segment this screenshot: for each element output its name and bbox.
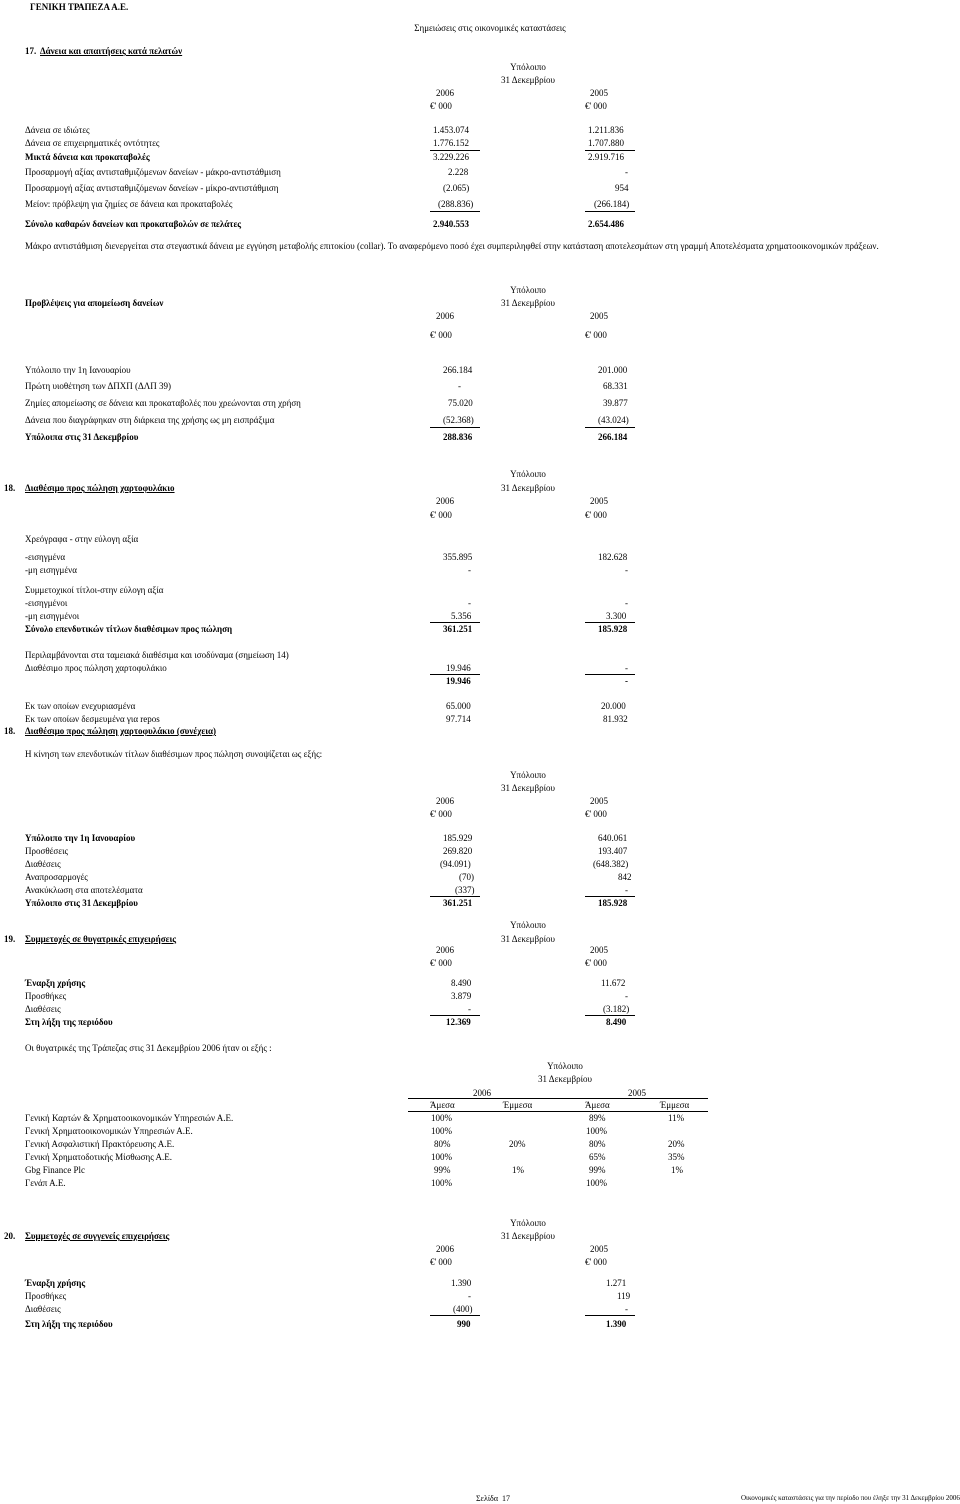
s17-row-v2005: (266.184) [594,199,630,209]
s17-row-label: Προσαρμογή αξίας αντισταθμιζόμενων δανείων - μάκρο-αντιστάθμιση [25,167,281,177]
s19-row-label: Έναρξη χρήσης [25,978,86,988]
s19-row-v2006: 12.369 [446,1017,471,1027]
s19-row-v2006: 8.490 [451,978,472,988]
subsidiary-name: Γενική Ασφαλιστική Πρακτόρευσης Α.Ε. [25,1139,175,1149]
col-header-eur-2005: €' 000 [585,330,607,340]
section-17-number: 17. [25,46,37,56]
s17-row-v2006: (2.065) [443,183,470,193]
s18-mov-v2006: 361.251 [443,898,473,908]
s18-row-v2006: 361.251 [443,624,473,634]
rule [585,427,635,428]
col-header-2006: 2006 [436,496,454,506]
s17-row-v2005: 2.654.486 [588,219,624,229]
subsidiary-indirect-2006: 1% [512,1165,524,1175]
s17-row-v2005: 954 [615,183,629,193]
s18-mov-label: Υπόλοιπο στις 31 Δεκεμβρίου [25,898,138,908]
subsidiary-direct-2006: 100% [431,1126,452,1136]
subsidiary-direct-2005: 89% [589,1113,606,1123]
col-header-2005: 2005 [590,945,608,955]
subsidiary-name: Γενική Χρηματοδοτικής Μίσθωσης Α.Ε. [25,1152,173,1162]
bank-name: ΓΕΝΙΚΗ ΤΡΑΠΕΖΑ Α.Ε. [30,2,129,12]
s20-row-label: Προσθήκες [25,1291,67,1301]
page-subtitle: Σημειώσεις στις οικονομικές καταστάσεις [414,23,566,33]
s18-mov-v2005: (648.382) [593,859,629,869]
subsidiary-indirect-2005: 11% [668,1113,685,1123]
col-header-direct-2006: Άμεσα [430,1100,455,1110]
s18-row-v2005: 81.932 [603,714,628,724]
col-header-2006: 2006 [436,1244,454,1254]
col-header-balance: Υπόλοιπο [510,920,546,930]
col-header-eur-2005: €' 000 [585,510,607,520]
s20-row-v2005: 1.390 [606,1319,627,1329]
col-header-2006: 2006 [436,796,454,806]
s18-mov-v2006: (70) [459,872,474,882]
s17-row-v2006: 2.228 [448,167,469,177]
s19-row-v2005: 11.672 [601,978,626,988]
s18-row-label: Συμμετοχικοί τίτλοι-στην εύλογη αξία [25,585,164,595]
s18-row-v2005: 20.000 [601,701,626,711]
rule [430,622,480,623]
s18-row-v2005: - [625,676,628,686]
col-header-dec31: 31 Δεκεμβρίου [501,483,555,493]
provisions-title: Προβλέψεις για απομείωση δανείων [25,298,164,308]
s17-row-label: Προσαρμογή αξίας αντισταθμιζόμενων δανείων - μίκρο-αντιστάθμιση [25,183,279,193]
rule [430,211,480,212]
s18-movement-note: Η κίνηση των επενδυτικών τίτλων διαθέσιμων προς πώληση συνοψίζεται ως εξής: [25,749,323,759]
s20-row-v2005: 1.271 [606,1278,627,1288]
s17-row-v2006: (288.836) [438,199,474,209]
s19-row-label: Στη λήξη της περιόδου [25,1017,113,1027]
s18-row-v2006: - [468,598,471,608]
rule [585,674,635,675]
rule [585,150,635,151]
prov-row-v2005: 201.000 [598,365,628,375]
s18-row-v2006: 5.356 [451,611,472,621]
subsidiary-direct-2006: 80% [434,1139,451,1149]
s20-row-label: Έναρξη χρήσης [25,1278,86,1288]
col-header-dec31: 31 Δεκεμβρίου [501,783,555,793]
s18-mov-label: Διαθέσεις [25,859,61,869]
s18-row-label: Σύνολο επενδυτικών τίτλων διαθέσιμων προς πώληση [25,624,233,634]
section-20-number: 20. [4,1231,16,1241]
col-header-eur-2005: €' 000 [585,1257,607,1267]
rule [430,674,480,675]
s17-row-v2005: - [625,167,628,177]
s17-row-label: Μικτά δάνεια και προκαταβολές [25,152,150,162]
col-header-balance: Υπόλοιπο [510,62,546,72]
col-header-indirect-2005: Έμμεσα [660,1100,690,1110]
prov-row-label: Υπόλοιπο την 1η Ιανουαρίου [25,365,131,375]
col-header-balance: Υπόλοιπο [510,469,546,479]
col-header-eur-2005: €' 000 [585,101,607,111]
subsidiary-direct-2005: 100% [586,1126,607,1136]
s18-row-label: -μη εισηγμένοι [25,611,80,621]
subsidiaries-intro: Οι θυγατρικές της Τράπεζας στις 31 Δεκεμβρίου 2006 ήταν οι εξής : [25,1043,272,1053]
subsidiary-direct-2005: 100% [586,1178,607,1188]
subsidiary-name: Γενική Χρηματοοικονομικών Υπηρεσιών Α.Ε. [25,1126,193,1136]
rule [585,622,635,623]
s18-mov-v2006: 269.820 [443,846,473,856]
col-header-2006: 2006 [473,1088,491,1098]
prov-row-v2006: (52.368) [443,415,474,425]
s19-row-label: Προσθήκες [25,991,67,1001]
col-header-2006: 2006 [436,311,454,321]
s20-row-v2005: - [625,1304,628,1314]
s17-row-label: Σύνολο καθαρών δανείων και προκαταβολών σε πελάτες [25,219,242,229]
section-20-title: Συμμετοχές σε συγγενείς επιχειρήσεις [25,1231,170,1241]
s18-mov-v2006: (94.091) [440,859,471,869]
s17-row-v2006: 1.453.074 [433,125,469,135]
subsidiary-name: Γενική Καρτών & Χρηματοοικονομικών Υπηρεσιών Α.Ε. [25,1113,234,1123]
s20-row-v2006: (400) [453,1304,473,1314]
col-header-balance: Υπόλοιπο [510,285,546,295]
subsidiary-name: Gbg Finance Plc [25,1165,85,1175]
section-18-number: 18. [4,483,16,493]
rule [585,211,635,212]
s17-row-v2005: 1.707.880 [588,138,624,148]
s18-row-label: Εκ των οποίων ενεχυριασμένα [25,701,136,711]
subsidiary-indirect-2006: 20% [509,1139,526,1149]
s18-row-v2006: 97.714 [446,714,471,724]
col-header-eur-2006: €' 000 [430,1257,452,1267]
col-header-2005: 2005 [590,496,608,506]
section-18-number-cont: 18. [4,726,16,736]
rule [585,1315,635,1316]
col-header-eur-2006: €' 000 [430,510,452,520]
s19-row-v2006: - [468,1004,471,1014]
col-header-2005: 2005 [590,796,608,806]
s18-mov-label: Ανακύκλωση στα αποτελέσματα [25,885,143,895]
s18-row-label: Χρεόγραφα - στην εύλογη αξία [25,534,139,544]
rule [408,1111,708,1112]
col-header-dec31: 31 Δεκεμβρίου [501,75,555,85]
s18-row-v2006: 19.946 [446,676,471,686]
section-18-title: Διαθέσιμο προς πώληση χαρτοφυλάκιο [25,483,175,493]
s18-row-v2006: 355.895 [443,552,473,562]
s18-row-label: -μη εισηγμένα [25,565,77,575]
s18-mov-v2005: - [625,885,628,895]
col-header-2005: 2005 [628,1088,646,1098]
section-19-title: Συμμετοχές σε θυγατρικές επιχειρήσεις [25,934,177,944]
col-header-eur-2005: €' 000 [585,958,607,968]
s18-row-v2005: 3.300 [606,611,627,621]
s18-row-v2006: - [468,565,471,575]
rule [430,150,480,151]
prov-row-v2006: - [458,381,461,391]
subsidiary-direct-2005: 65% [589,1152,606,1162]
subsidiary-direct-2006: 99% [434,1165,451,1175]
col-header-eur-2006: €' 000 [430,330,452,340]
col-header-2005: 2005 [590,88,608,98]
s18-row-v2005: - [625,663,628,673]
s18-mov-v2005: 640.061 [598,833,628,843]
s20-row-label: Διαθέσεις [25,1304,61,1314]
col-header-eur-2005: €' 000 [585,809,607,819]
s18-row-label: Διαθέσιμο προς πώληση χαρτοφυλάκιο [25,663,167,673]
s18-mov-label: Αναπροσαρμογές [25,872,88,882]
rule [585,896,635,897]
subsidiary-indirect-2005: 35% [668,1152,685,1162]
col-header-eur-2006: €' 000 [430,809,452,819]
s18-row-label: -εισηγμένοι [25,598,68,608]
s17-row-label: Μείον: πρόβλεψη για ζημίες σε δάνεια και προκαταβολές [25,199,233,209]
col-header-2005: 2005 [590,1244,608,1254]
subsidiary-direct-2006: 100% [431,1178,452,1188]
rule [430,1015,480,1016]
s20-row-v2006: 1.390 [451,1278,472,1288]
rule [430,896,480,897]
subsidiary-indirect-2005: 1% [671,1165,683,1175]
s17-row-v2006: 2.940.553 [433,219,469,229]
footer-statement: Οικονομικές καταστάσεις για την περίοδο που έληξε την 31 Δεκεμβρίου 2006 [741,1494,960,1502]
col-header-2005: 2005 [590,311,608,321]
prov-row-label: Ζημίες απομείωσης σε δάνεια και προκαταβολές που χρεώνονται στη χρήση [25,398,301,408]
subsidiary-direct-2005: 80% [589,1139,606,1149]
s18-row-v2005: 185.928 [598,624,628,634]
col-header-2006: 2006 [436,88,454,98]
rule [408,1098,708,1099]
s18-row-v2005: 182.628 [598,552,628,562]
subsidiary-indirect-2005: 20% [668,1139,685,1149]
section-17-title: Δάνεια και απαιτήσεις κατά πελατών [40,46,183,56]
col-header-balance: Υπόλοιπο [510,1218,546,1228]
s17-row-v2005: 2.919.716 [588,152,624,162]
subsidiary-name: Γενάπ Α.Ε. [25,1178,66,1188]
col-header-dec31: 31 Δεκεμβρίου [501,1231,555,1241]
s18-mov-v2005: 193.407 [598,846,628,856]
prov-row-label: Υπόλοιπα στις 31 Δεκεμβρίου [25,432,139,442]
s18-row-v2005: - [625,565,628,575]
s17-row-label: Δάνεια σε επιχειρηματικές οντότητες [25,138,160,148]
s18-row-label: Εκ των οποίων δεσμευμένα για repos [25,714,160,724]
s19-row-label: Διαθέσεις [25,1004,61,1014]
s19-row-v2005: (3.182) [603,1004,630,1014]
prov-row-label: Πρώτη υιοθέτηση των ΔΠΧΠ (ΔΛΠ 39) [25,381,172,391]
page-number: 17 [502,1494,510,1503]
s18-mov-label: Υπόλοιπο την 1η Ιανουαρίου [25,833,136,843]
prov-row-label: Δάνεια που διαγράφηκαν στη διάρκεια της χρήσης ως μη εισπράξιμα [25,415,275,425]
s18-row-label: -εισηγμένα [25,552,66,562]
s18-row-v2006: 19.946 [446,663,471,673]
s18-mov-v2006: (337) [455,885,475,895]
s18-row-v2006: 65.000 [446,701,471,711]
page-label: Σελίδα [476,1494,499,1503]
s18-row-v2005: - [625,598,628,608]
col-header-eur-2006: €' 000 [430,958,452,968]
col-header-eur-2006: €' 000 [430,101,452,111]
s20-row-label: Στη λήξη της περιόδου [25,1319,113,1329]
s17-row-v2006: 1.776.152 [433,138,469,148]
s20-row-v2006: - [468,1291,471,1301]
s18-mov-label: Προσθέσεις [25,846,69,856]
s18-mov-v2005: 842 [618,872,632,882]
col-header-dec31: 31 Δεκεμβρίου [538,1074,592,1084]
s18-mov-v2005: 185.928 [598,898,628,908]
rule [430,1315,480,1316]
s18-mov-v2006: 185.929 [443,833,473,843]
rule [430,427,480,428]
col-header-balance: Υπόλοιπο [547,1061,583,1071]
subsidiary-direct-2005: 99% [589,1165,606,1175]
s19-row-v2005: - [625,991,628,1001]
col-header-dec31: 31 Δεκεμβρίου [501,298,555,308]
prov-row-v2006: 266.184 [443,365,473,375]
col-header-balance: Υπόλοιπο [510,770,546,780]
subsidiary-direct-2006: 100% [431,1113,452,1123]
col-header-direct-2005: Άμεσα [585,1100,610,1110]
rule [585,1015,635,1016]
prov-row-v2006: 75.020 [448,398,473,408]
s19-row-v2005: 8.490 [606,1017,627,1027]
s20-row-v2006: 990 [457,1319,471,1329]
prov-row-v2005: 39.877 [603,398,628,408]
col-header-2006: 2006 [436,945,454,955]
s18-row-label: Περιλαμβάνονται στα ταμειακά διαθέσιμα και ισοδύναμα (σημείωση 14) [25,650,289,660]
prov-row-v2005: 68.331 [603,381,628,391]
prov-row-v2005: 266.184 [598,432,628,442]
s17-row-v2006: 3.229.226 [433,152,469,162]
s20-row-v2005: 119 [617,1291,631,1301]
s17-row-label: Δάνεια σε ιδιώτες [25,125,90,135]
s17-collar-note: Μάκρο αντιστάθμιση διενεργείται στα στεγαστικά δάνεια με εγγύηση μεταβολής επιτοκίου (collar). Το αναφερόμενο ποσό έχει συμπεριληφθεί στην κατάσταση αποτελεσμάτων στη γραμμή Αποτελέσματα χρηματοοικονομικών πράξεων. [25,241,879,251]
s17-row-v2005: 1.211.836 [588,125,624,135]
section-18-title-cont: Διαθέσιμο προς πώληση χαρτοφυλάκιο (συνέχεια) [25,726,217,736]
prov-row-v2005: (43.024) [598,415,629,425]
section-19-number: 19. [4,934,16,944]
s19-row-v2006: 3.879 [451,991,472,1001]
col-header-indirect-2006: Έμμεσα [503,1100,533,1110]
col-header-dec31: 31 Δεκεμβρίου [501,934,555,944]
subsidiary-direct-2006: 100% [431,1152,452,1162]
prov-row-v2006: 288.836 [443,432,473,442]
